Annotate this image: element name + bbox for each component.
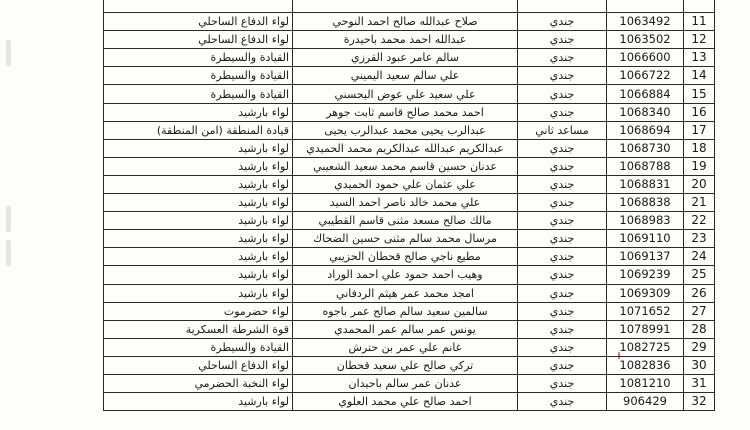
full-name-cell: تركي صالح علي سعيد قحطان — [293, 356, 518, 374]
military-id-cell: 1068730 — [607, 139, 684, 157]
unit-cell: لواء بارشيد — [104, 248, 293, 266]
rank-cell: جندي — [518, 248, 607, 266]
full-name-cell: عدنان حسين قاسم محمد سعيد الشعيبي — [293, 157, 518, 175]
military-id-cell: 1063502 — [607, 31, 684, 49]
unit-cell: لواء بارشيد — [104, 393, 293, 411]
table-row — [104, 374, 715, 392]
table-row — [104, 212, 715, 230]
full-name-cell: مرسال محمد سالم مثنى حسين الضحاك — [293, 230, 518, 248]
military-id-cell: 1068831 — [607, 175, 684, 193]
rank-cell: جندي — [518, 284, 607, 302]
table-row — [104, 103, 715, 121]
table-row — [104, 85, 715, 103]
full-name-cell: مطيع ناجي صالح قحطان الحزيبي — [293, 248, 518, 266]
military-id-cell: 906429 — [607, 393, 684, 411]
military-id-cell: 1068838 — [607, 194, 684, 212]
unit-cell: لواء بارشيد — [104, 284, 293, 302]
full-name-cell: يونس عمر سالم عمر المحمدي — [293, 320, 518, 338]
row-number-cell: 17 — [684, 121, 715, 139]
full-name-cell: عبدالرب يحيى محمد عبدالرب يحيى — [293, 121, 518, 139]
full-name-cell: علي سعيد علي عوض اليحسني — [293, 85, 518, 103]
military-id-cell — [607, 0, 684, 13]
unit-cell: قيادة المنطقة (امن المنطقة) — [104, 121, 293, 139]
rank-cell: جندي — [518, 374, 607, 392]
full-name-cell: احمد محمد صالح قاسم ثابت جوهر — [293, 103, 518, 121]
full-name-cell: احمد صالح علي محمد العلوي — [293, 393, 518, 411]
table-row — [104, 320, 715, 338]
full-name-cell: عدنان عمر سالم باحيدان — [293, 374, 518, 392]
row-number-cell: 18 — [684, 139, 715, 157]
unit-cell: لواء بارشيد — [104, 157, 293, 175]
rank-cell: جندي — [518, 393, 607, 411]
full-name-cell: مالك صالح مسعد مثنى قاسم القطيبي — [293, 212, 518, 230]
unit-cell: القيادة والسيطرة — [104, 338, 293, 356]
table-row — [104, 49, 715, 67]
row-number-cell: 22 — [684, 212, 715, 230]
row-number-cell: 19 — [684, 157, 715, 175]
row-number-cell: 30 — [684, 356, 715, 374]
table-row — [104, 284, 715, 302]
military-id-cell: 1082725 — [607, 338, 684, 356]
military-id-cell: 1069137 — [607, 248, 684, 266]
military-id-cell: 1069110 — [607, 230, 684, 248]
table-row — [104, 194, 715, 212]
full-name-cell: وهيب احمد حمود علي احمد الوراد — [293, 266, 518, 284]
full-name-cell: علي سالم سعيد اليميني — [293, 67, 518, 85]
rank-cell: جندي — [518, 85, 607, 103]
rank-cell: جندي — [518, 103, 607, 121]
rank-cell: جندي — [518, 31, 607, 49]
table-row — [104, 230, 715, 248]
table-row — [104, 302, 715, 320]
row-number-cell: 25 — [684, 266, 715, 284]
unit-cell: لواء الدفاع الساحلي — [104, 356, 293, 374]
scan-margin-mark — [6, 40, 11, 66]
military-id-cell: 1069309 — [607, 284, 684, 302]
unit-cell: لواء النخبة الحضرمي — [104, 374, 293, 392]
table-row — [104, 67, 715, 85]
rank-cell: جندي — [518, 157, 607, 175]
military-id-cell: 1063492 — [607, 13, 684, 31]
rank-cell: جندي — [518, 230, 607, 248]
row-number-cell: 27 — [684, 302, 715, 320]
unit-cell: لواء بارشيد — [104, 230, 293, 248]
unit-cell: لواء بارشيد — [104, 194, 293, 212]
row-number-cell: 21 — [684, 194, 715, 212]
unit-cell: لواء بارشيد — [104, 212, 293, 230]
table-row — [104, 356, 715, 374]
table-row — [104, 266, 715, 284]
unit-cell: لواء بارشيد — [104, 266, 293, 284]
row-number-cell: 12 — [684, 31, 715, 49]
row-number-cell: 23 — [684, 230, 715, 248]
row-number-cell: 11 — [684, 13, 715, 31]
unit-cell: لواء بارشيد — [104, 103, 293, 121]
full-name-cell: علي عثمان علي حمود الحميدي — [293, 175, 518, 193]
scan-margin-mark — [6, 206, 11, 232]
rank-cell: جندي — [518, 338, 607, 356]
full-name-cell: صلاح عبدالله صالح احمد النوحي — [293, 13, 518, 31]
military-id-cell: 1071652 — [607, 302, 684, 320]
military-id-cell: 1081210 — [607, 374, 684, 392]
table-row — [104, 31, 715, 49]
table-row — [104, 0, 715, 13]
row-number-cell: 20 — [684, 175, 715, 193]
rank-cell: جندي — [518, 302, 607, 320]
unit-cell: لواء الدفاع الساحلي — [104, 13, 293, 31]
military-id-cell: 1066722 — [607, 67, 684, 85]
full-name-cell: غانم علي عمر بن حترش — [293, 338, 518, 356]
military-id-cell: 1068788 — [607, 157, 684, 175]
military-id-cell: 1068983 — [607, 212, 684, 230]
unit-cell: لواء بارشيد — [104, 175, 293, 193]
full-name-cell: سالم عامر عبود القرزي — [293, 49, 518, 67]
military-id-cell: 1066884 — [607, 85, 684, 103]
unit-cell: القيادة والسيطرة — [104, 49, 293, 67]
unit-cell: القيادة والسيطرة — [104, 67, 293, 85]
personnel-table — [103, 0, 715, 411]
row-number-cell: 16 — [684, 103, 715, 121]
table-row — [104, 13, 715, 31]
row-number-cell — [684, 0, 715, 13]
rank-cell: جندي — [518, 356, 607, 374]
rank-cell: جندي — [518, 175, 607, 193]
rank-cell: جندي — [518, 13, 607, 31]
table-row — [104, 121, 715, 139]
row-number-cell: 13 — [684, 49, 715, 67]
rank-cell: جندي — [518, 212, 607, 230]
rank-cell: جندي — [518, 194, 607, 212]
rank-cell: مساعد ثاني — [518, 121, 607, 139]
row-number-cell: 14 — [684, 67, 715, 85]
rank-cell — [518, 0, 607, 13]
unit-cell: القيادة والسيطرة — [104, 85, 293, 103]
row-number-cell: 15 — [684, 85, 715, 103]
rank-cell: جندي — [518, 49, 607, 67]
table-row — [104, 248, 715, 266]
table-row — [104, 393, 715, 411]
full-name-cell: علي محمد خالد ناصر احمد السيد — [293, 194, 518, 212]
military-id-cell: 1066600 — [607, 49, 684, 67]
military-id-cell: 1068340 — [607, 103, 684, 121]
scan-margin-mark — [6, 240, 11, 266]
rank-cell: جندي — [518, 67, 607, 85]
row-number-cell: 31 — [684, 374, 715, 392]
table-row — [104, 157, 715, 175]
rank-cell: جندي — [518, 139, 607, 157]
unit-cell: لواء بارشيد — [104, 139, 293, 157]
full-name-cell: عبدالكريم عبدالله عبدالكريم محمد الحميدي — [293, 139, 518, 157]
full-name-cell — [293, 0, 518, 13]
row-number-cell: 24 — [684, 248, 715, 266]
row-number-cell: 29 — [684, 338, 715, 356]
row-number-cell: 32 — [684, 393, 715, 411]
unit-cell — [104, 0, 293, 13]
row-number-cell: 28 — [684, 320, 715, 338]
row-number-cell: 26 — [684, 284, 715, 302]
full-name-cell: عبدالله احمد محمد باحيدرة — [293, 31, 518, 49]
military-id-cell: 1078991 — [607, 320, 684, 338]
unit-cell: قوة الشرطة العسكرية — [104, 320, 293, 338]
table-row — [104, 175, 715, 193]
military-id-cell: 1069239 — [607, 266, 684, 284]
full-name-cell: سالمين سعيد سالم صالح عمر باجوه — [293, 302, 518, 320]
table-row — [104, 338, 715, 356]
military-id-cell: 1068694 — [607, 121, 684, 139]
full-name-cell: امجد محمد عمر هيثم الردفاني — [293, 284, 518, 302]
table-row — [104, 139, 715, 157]
rank-cell: جندي — [518, 266, 607, 284]
unit-cell: لواء الدفاع الساحلي — [104, 31, 293, 49]
military-id-cell: 1082836 — [607, 356, 684, 374]
unit-cell: لواء حضرموت — [104, 302, 293, 320]
rank-cell: جندي — [518, 320, 607, 338]
